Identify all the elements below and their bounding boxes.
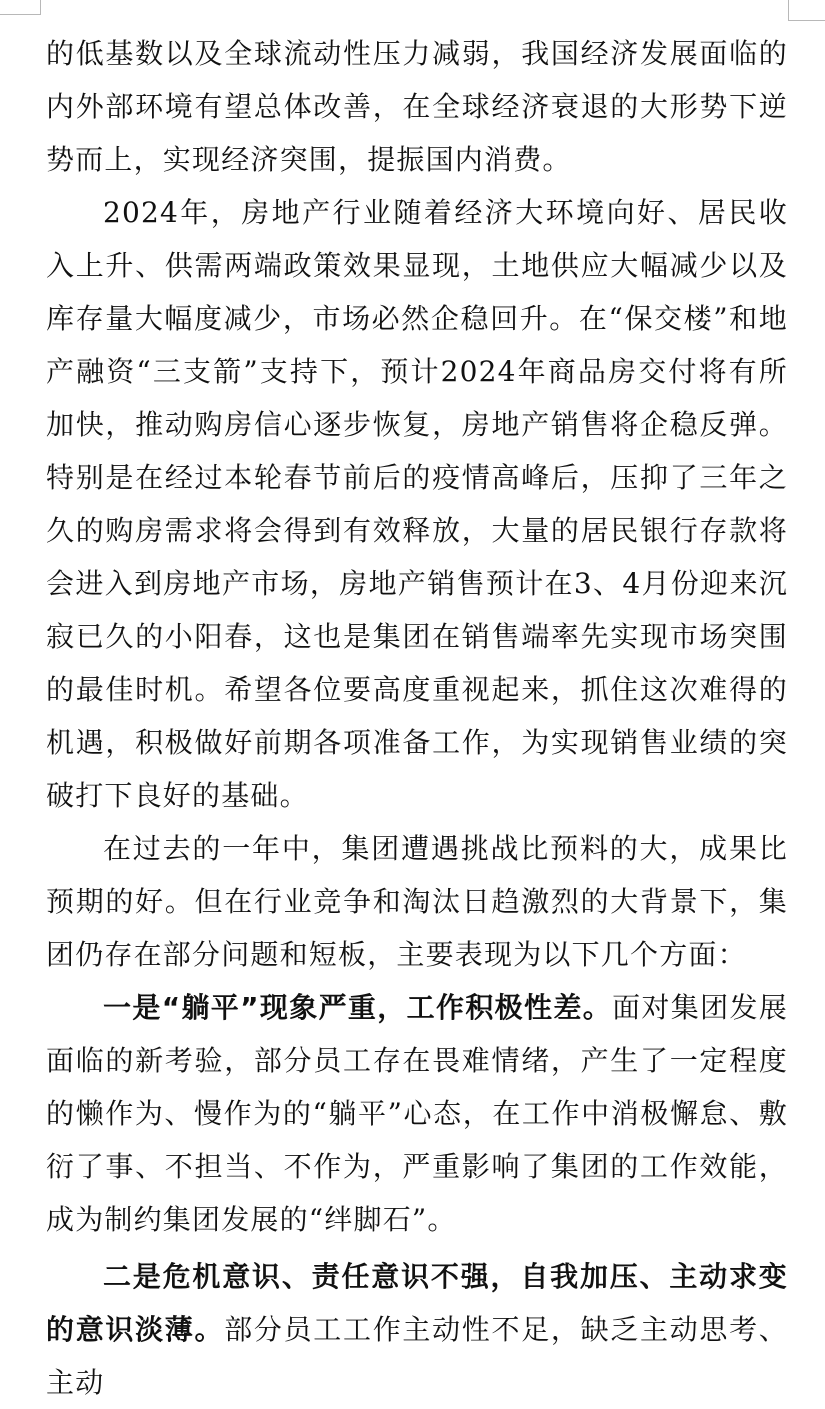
- paragraph-real-estate-outlook: [46, 186, 788, 822]
- paragraph-heading: 一是“躺平”现象严重，工作积极性差。: [103, 991, 613, 1024]
- paragraph-heading: 二是危机意识、责任意识不强，自我加压、主动求变的意识淡薄。: [46, 1260, 788, 1346]
- paragraph-past-year-review: [46, 822, 788, 981]
- paragraph-text: 的低基数以及全球流动性压力减弱，我国经济发展面临的内外部环境有望总体改善，在全球经济衰退的大形势下逆势而上，实现经济突围，提振国内消费。: [46, 37, 788, 176]
- crop-mark-top-left: [0, 0, 41, 15]
- paragraph-problem-two: [46, 1250, 788, 1409]
- paragraph-text: 在过去的一年中，集团遭遇挑战比预料的大，成果比预期的好。但在行业竞争和淘汰日趋激烈的大背景下，集团仍存在部分问题和短板，主要表现为以下几个方面：: [46, 832, 788, 971]
- paragraph-text: 部分员工工作主动性不足，缺乏主动思考、主动: [46, 1313, 788, 1399]
- paragraph-continuation: [46, 27, 788, 186]
- crop-mark-top-right: [788, 0, 825, 21]
- document-body: [46, 27, 788, 1409]
- paragraph-text: 2024年，房地产行业随着经济大环境向好、居民收入上升、供需两端政策效果显现，土地供应大幅减少以及库存量大幅度减少，市场必然企稳回升。在“保交楼”和地产融资“三支箭”支持下，预计2024年商品房交付将有所加快，推动购房信心逐步恢复，房地产销售将企稳反弹。特别是在经过本轮春节前后的疫情高峰后，压抑了三年之久的购房需求将会得到有效释放，大量的居民银行存款将会进入到房地产市场，房地产销售预计在3、4月份迎来沉寂已久的小阳春，这也是集团在销售端率先实现市场突围的最佳时机。希望各位要高度重视起来，抓住这次难得的机遇，积极做好前期各项准备工作，为实现销售业绩的突破打下良好的基础。: [46, 196, 788, 812]
- paragraph-problem-one: [46, 981, 788, 1246]
- paragraph-text: 面对集团发展面临的新考验，部分员工存在畏难情绪，产生了一定程度的懒作为、慢作为的“躺平”心态，在工作中消极懈怠、敷衍了事、不担当、不作为，严重影响了集团的工作效能，成为制约集团发展的“绊脚石”。: [46, 991, 788, 1236]
